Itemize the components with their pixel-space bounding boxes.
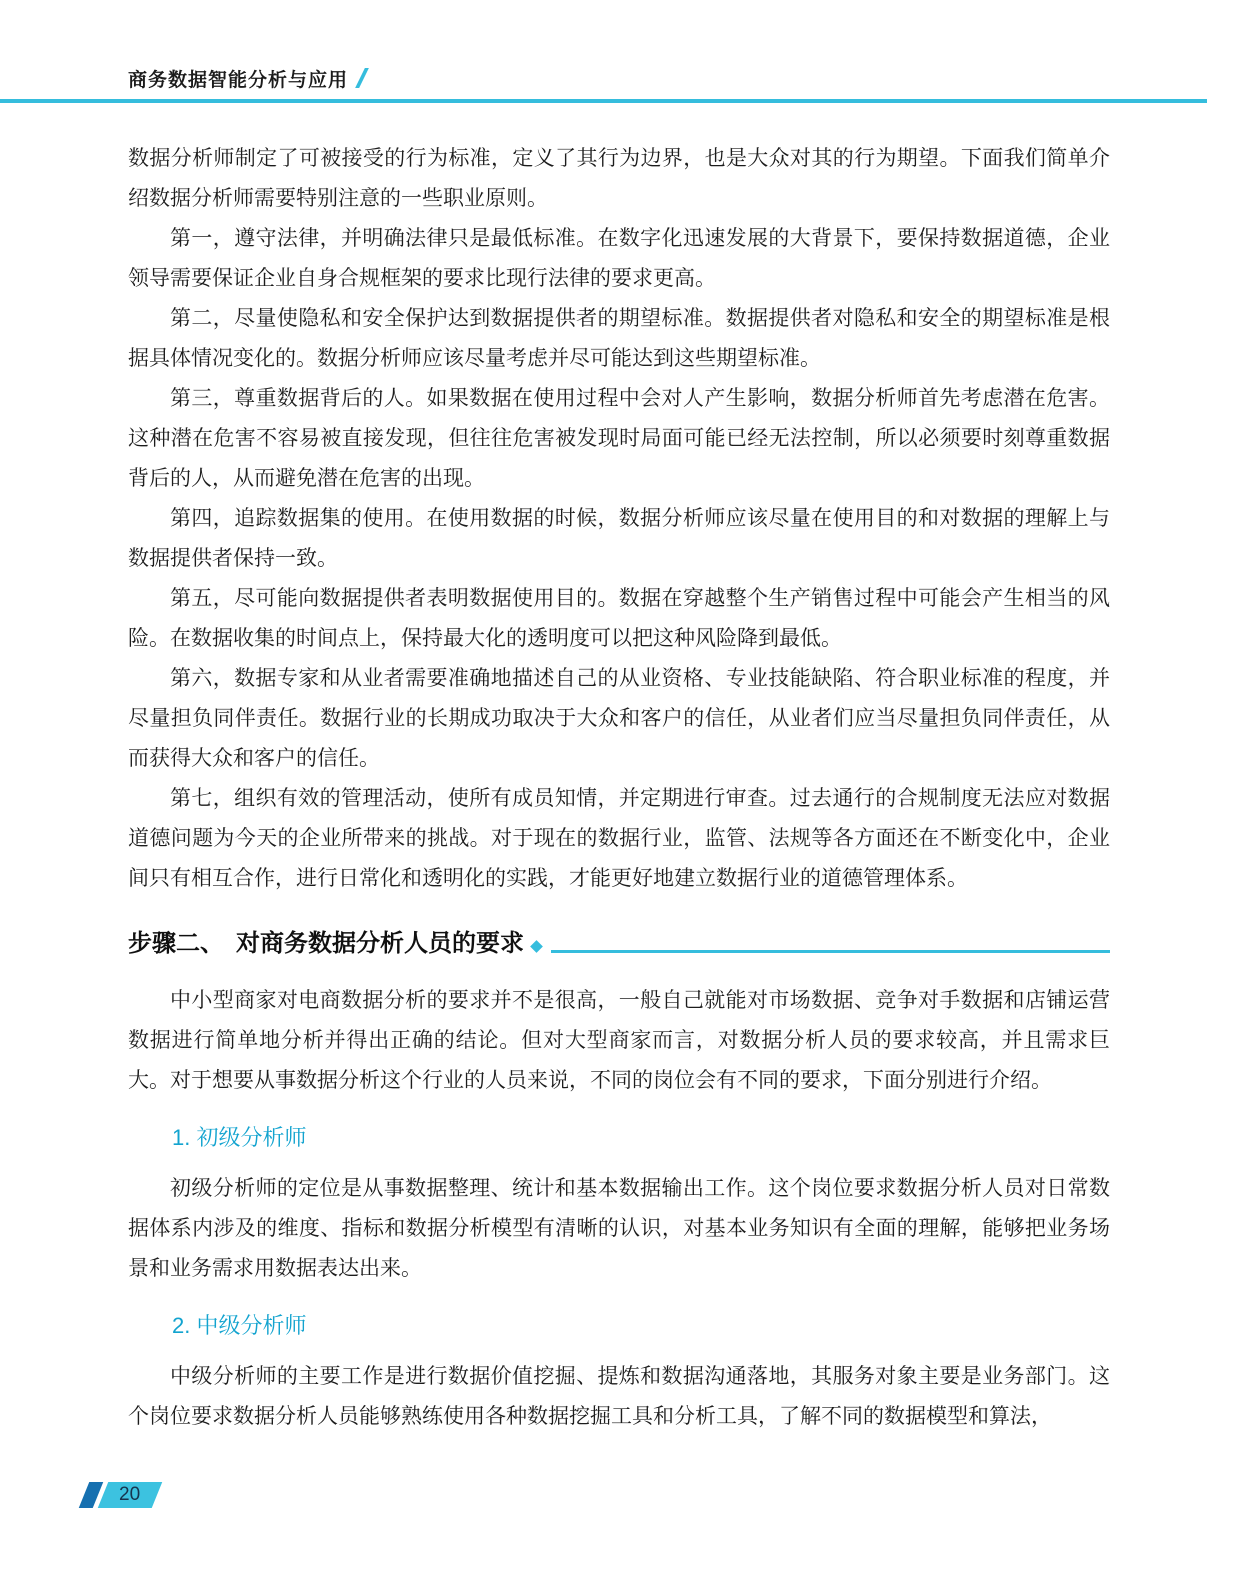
paragraph-principle-3: 第三，尊重数据背后的人。如果数据在使用过程中会对人产生影响，数据分析师首先考虑潜在危害。这种潜在危害不容易被直接发现，但往往危害被发现时局面可能已经无法控制，所以必须要时刻尊重数据背后的人，从而避免潜在危害的出现。 (128, 386, 1110, 490)
paragraph-principle-7: 第七，组织有效的管理活动，使所有成员知情，并定期进行审查。过去通行的合规制度无法应对数据道德问题为今天的企业所带来的挑战。对于现在的数据行业，监管、法规等各方面还在不断变化中，企业间只有相互合作，进行日常化和透明化的实践，才能更好地建立数据行业的道德管理体系。 (128, 786, 1110, 890)
header-row (0, 66, 1234, 90)
page-header (0, 66, 1234, 103)
book-title: 商务数据智能分析与应用 (128, 69, 349, 91)
subsection-paragraph-mid-analyst: 中级分析师的主要工作是进行数据价值挖掘、提炼和数据沟通落地，其服务对象主要是业务部门。这个岗位要求数据分析人员能够熟练使用各种数据挖掘工具和分析工具，了解不同的数据模型和算法， (128, 1364, 1110, 1428)
paragraph-intro: 数据分析师制定了可被接受的行为标准，定义了其行为边界，也是大众对其的行为期望。下面我们简单介绍数据分析师需要特别注意的一些职业原则。 (128, 146, 1110, 210)
title-slash-icon (355, 68, 369, 88)
header-rule (0, 99, 1207, 103)
page-number: 20 (119, 1484, 141, 1505)
subsection-paragraph-junior-analyst: 初级分析师的定位是从事数据整理、统计和基本数据输出工作。这个岗位要求数据分析人员对日常数据体系内涉及的维度、指标和数据分析模型有清晰的认识，对基本业务知识有全面的理解，能够把业务场景和业务需求用数据表达出来。 (128, 1176, 1110, 1280)
page-number-badge (98, 1482, 163, 1508)
section-intro-paragraph: 中小型商家对电商数据分析的要求并不是很高，一般自己就能对市场数据、竞争对手数据和店铺运营数据进行简单地分析并得出正确的结论。但对大型商家而言，对数据分析人员的要求较高，并且需求巨大。对于想要从事数据分析这个行业的人员来说，不同的岗位会有不同的要求，下面分别进行介绍。 (128, 988, 1110, 1092)
section-rule (551, 950, 1110, 953)
paragraph-principle-6: 第六，数据专家和从业者需要准确地描述自己的从业资格、专业技能缺陷、符合职业标准的程度，并尽量担负同伴责任。数据行业的长期成功取决于大众和客户的信任，从业者们应当尽量担负同伴责任，从而获得大众和客户的信任。 (128, 666, 1110, 770)
subsection-title-junior-analyst: 1. 初级分析师 (172, 1125, 307, 1150)
section-title: 步骤二、 对商务数据分析人员的要求 (128, 930, 524, 957)
paragraph-principle-4: 第四，追踪数据集的使用。在使用数据的时候，数据分析师应该尽量在使用目的和对数据的理解上与数据提供者保持一致。 (128, 506, 1110, 570)
paragraph-principle-2: 第二，尽量使隐私和安全保护达到数据提供者的期望标准。数据提供者对隐私和安全的期望标准是根据具体情况变化的。数据分析师应该尽量考虑并尽可能达到这些期望标准。 (128, 306, 1110, 370)
page-content (128, 138, 1110, 1436)
section-marker-icon (530, 940, 543, 953)
paragraph-principle-1: 第一，遵守法律，并明确法律只是最低标准。在数字化迅速发展的大背景下，要保持数据道德，企业领导需要保证企业自身合规框架的要求比现行法律的要求更高。 (128, 226, 1110, 290)
section-heading (128, 924, 1110, 960)
paragraph-principle-5: 第五，尽可能向数据提供者表明数据使用目的。数据在穿越整个生产销售过程中可能会产生相当的风险。在数据收集的时间点上，保持最大化的透明度可以把这种风险降到最低。 (128, 586, 1110, 650)
page-footer (84, 1482, 157, 1508)
subsection-title-mid-analyst: 2. 中级分析师 (172, 1313, 307, 1338)
